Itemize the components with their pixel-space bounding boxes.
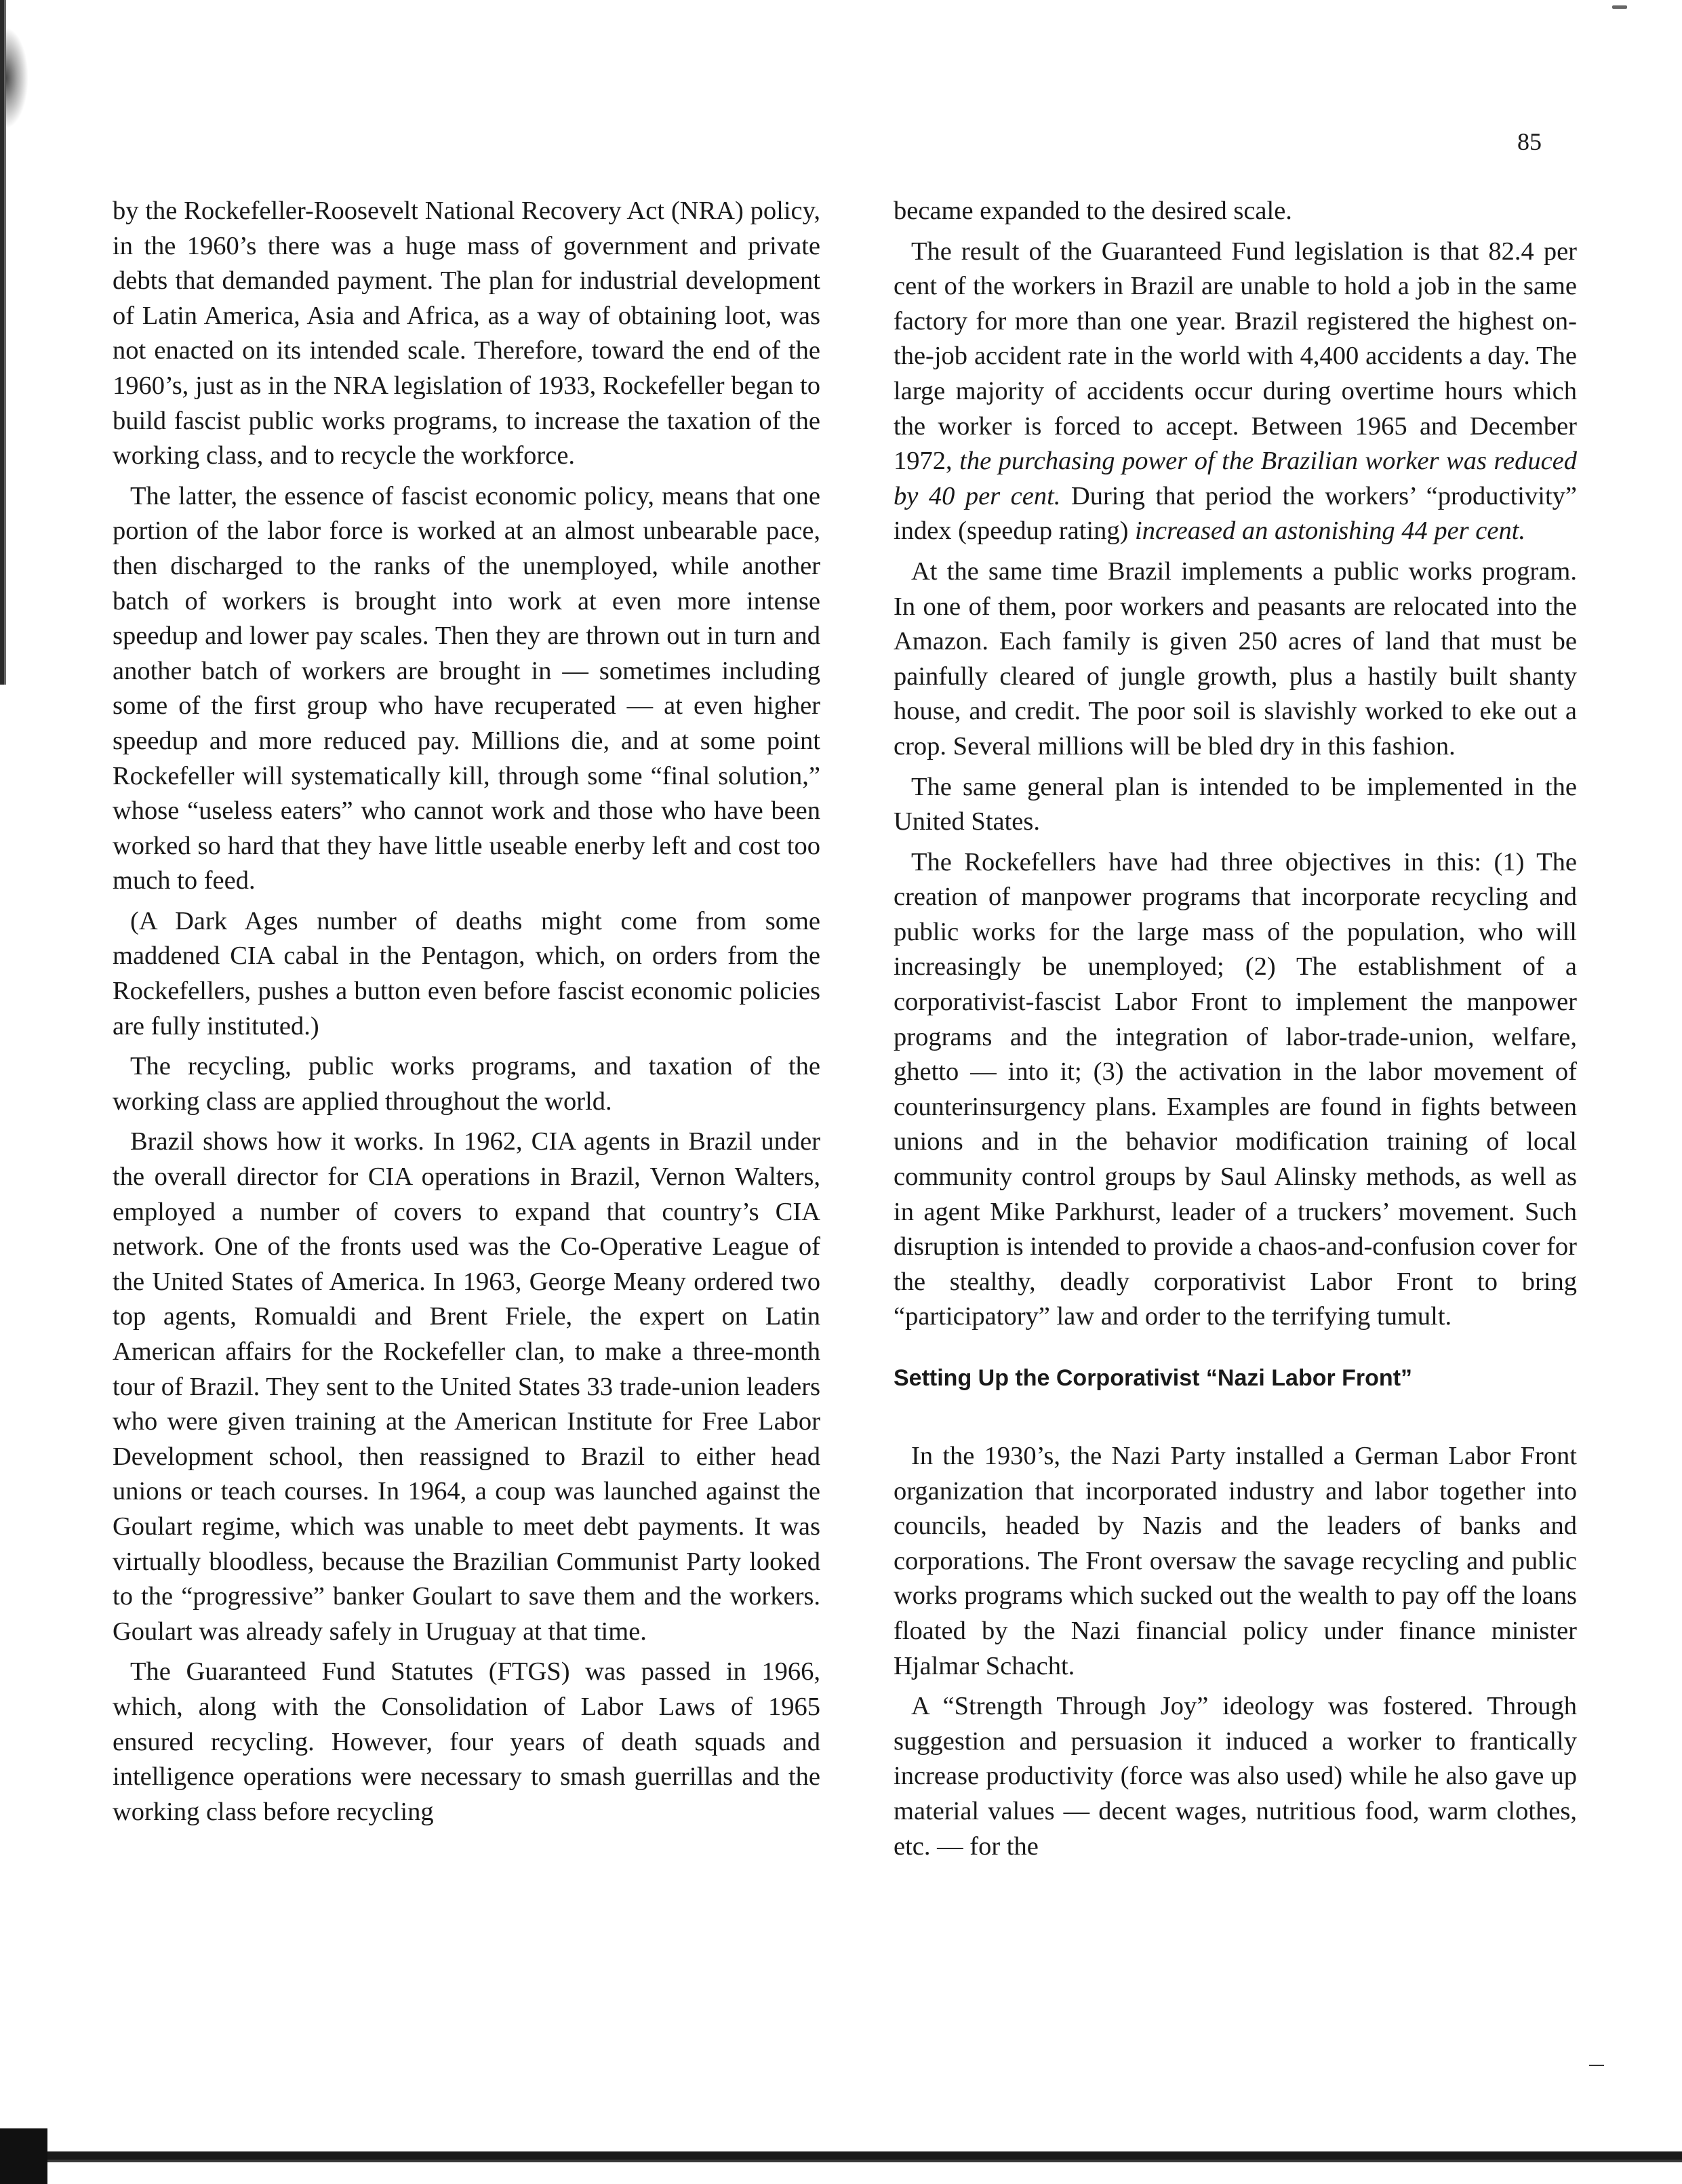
right-column <box>894 194 1577 1869</box>
right-paragraph: In the 1930’s, the Nazi Party installed a German Labor Front organization that incorporated industry and labor together into councils, headed by Nazis and the leaders of banks and corporations. The Front oversaw the savage recycling and public works programs which sucked out the wealth to pay off the loans floated by the Nazi financial policy under finance minister Hjalmar Schacht. <box>894 1442 1577 1680</box>
right-paragraph: A “Strength Through Joy” ideology was fostered. Through suggestion and persuasion it induced a worker to frantically increase productivity (force was also used) while he also gave up material values — decent wages, nutritious food, warm clothes, etc. — for the <box>894 1692 1577 1861</box>
left-paragraph: The Guaranteed Fund Statutes (FTGS) was passed in 1966, which, along with the Consolidation of Labor Laws of 1965 ensured recycling. However, four years of death squads and intelligence operations were necessary to smash guerrillas and the working class before recycling <box>113 1657 820 1826</box>
italic-emphasis: the purchasing power of the Brazilian worker was reduced by 40 per cent. <box>894 447 1578 510</box>
scan-blot <box>5 27 28 129</box>
bottom-corner-mark <box>0 2128 47 2184</box>
scan-speck <box>1612 5 1627 9</box>
left-column <box>113 194 820 1835</box>
left-paragraph: The recycling, public works programs, and taxation of the working class are applied throughout the world. <box>113 1052 820 1116</box>
page-number: 85 <box>1517 128 1542 155</box>
trailing-dash <box>1589 2065 1604 2066</box>
right-paragraph: At the same time Brazil implements a public works program. In one of them, poor workers and peasants are relocated into the Amazon. Each family is given 250 acres of land that must be painfully cleared of jungle growth, plus a hastily built shanty house, and credit. The poor soil is slavishly worked to eke out a crop. Several millions will be bled dry in this fashion. <box>894 557 1577 761</box>
italic-emphasis: increased an astonishing 44 per cent. <box>1135 517 1526 546</box>
left-paragraph: by the Rockefeller-Roosevelt National Recovery Act (NRA) policy, in the 1960’s there was a huge mass of government and private debts that demanded payment. The plan for industrial development of Latin America, Asia and Africa, as a way of obtaining loot, was not enacted on its intended scale. Therefore, toward the end of the 1960’s, just as in the NRA legislation of 1933, Rockefeller began to build fascist public works programs, to increase the taxation of the working class, and to recycle the workforce. <box>113 197 820 470</box>
left-paragraph: The latter, the essence of fascist economic policy, means that one portion of the labor force is worked at an almost unbearable pace, then discharged to the ranks of the unemployed, while another batch of workers is brought into work at even more intense speedup and lower pay scales. Then they are thrown out in turn and another batch of workers are brought in — sometimes including some of the first group who have recuperated — at even higher speedup and more reduced pay. Millions die, and at some point Rockefeller will systematically kill, through some “final solution,” whose “useless eaters” who cannot work and those who have been worked so hard that they have little useable enerby left and cost too much to feed. <box>113 481 820 895</box>
bottom-scan-border <box>0 2151 1682 2166</box>
left-paragraph: Brazil shows how it works. In 1962, CIA agents in Brazil under the overall director for CIA operations in Brazil, Vernon Walters, employed a number of covers to expand that country’s CIA network. One of the fronts used was the Co-Operative League of the United States of America. In 1963, George Meany ordered two top agents, Romualdi and Brent Friele, the expert on Latin American affairs for the Rockefeller clan, to make a three-month tour of Brazil. They sent to the United States 33 trade-union leaders who were given training at the American Institute for Free Labor Development school, then reassigned to Brazil to either head unions or teach courses. In 1964, a coup was launched against the Goulart regime, which was unable to meet debt payments. It was virtually bloodless, because the Brazilian Communist Party looked to the “progressive” banker Goulart to save them and the workers. Goulart was already safely in Uruguay at that time. <box>113 1127 820 1646</box>
right-paragraph: The Rockefellers have had three objectives in this: (1) The creation of manpower programs that incorporate recycling and public works for the large mass of the population, who will increasingly be unemployed; (2) The establishment of a corporativist-fascist Labor Front to implement the manpower programs and the integration of labor-trade-union, welfare, ghetto — into it; (3) the activation in the labor movement of counterinsurgency plans. Examples are found in fights between unions and in the behavior modification training of local community control groups by Saul Alinsky methods, as well as in agent Mike Parkhurst, leader of a truckers’ movement. Such disruption is intended to provide a chaos-and-confusion cover for the stealthy, deadly corporativist Labor Front to bring “participatory” law and order to the terrifying tumult. <box>894 847 1577 1331</box>
left-paragraph: (A Dark Ages number of deaths might come from some maddened CIA cabal in the Pentagon, which, on orders from the Rockefellers, pushes a button even before fascist economic policies are fully instituted.) <box>113 906 820 1040</box>
right-paragraph: The same general plan is intended to be implemented in the United States. <box>894 772 1577 836</box>
paragraph-text: During that period the workers’ “productivity” index (speedup rating) <box>894 481 1577 546</box>
section-heading: Setting Up the Corporativist “Nazi Labor Front” <box>894 1365 1413 1391</box>
paragraph-text: The result of the Guaranteed Fund legislation is that 82.4 per cent of the workers in Brazil are unable to hold a job in the same factory for more than one year. Brazil registered the highest on-the-job accident rate in the world with 4,400 accidents a day. The large majority of accidents occur during overtime hours which the worker is forced to accept. Between 1965 and December 1972, <box>894 237 1577 476</box>
right-paragraph: became expanded to the desired scale. <box>894 197 1292 225</box>
right-paragraph <box>894 235 1577 549</box>
